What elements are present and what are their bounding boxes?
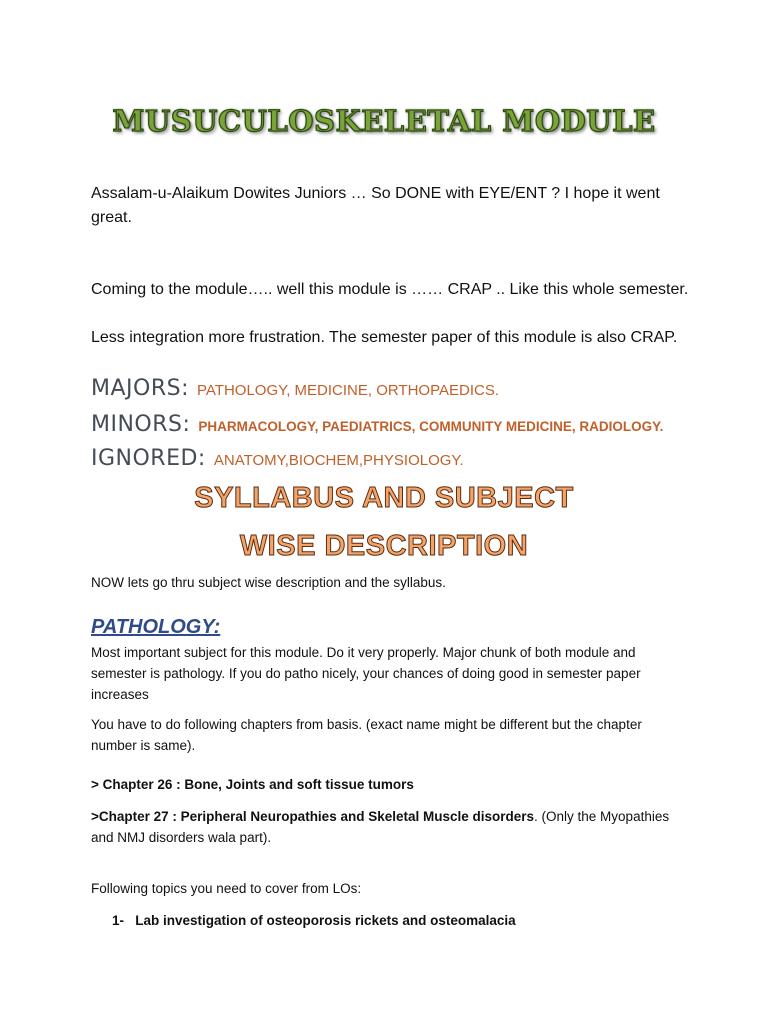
minors-row: [91, 412, 663, 437]
intro-paragraph-1: Coming to the module….. well this module is …… CRAP .. Like this whole semester.: [91, 281, 689, 298]
chapter-27: [91, 806, 691, 848]
ignored-row: [91, 446, 464, 471]
los-intro: Following topics you need to cover from LOs:: [91, 881, 362, 896]
majors-row: [91, 376, 499, 401]
chapters-intro: You have to do following chapters from basis. (exact name might be different but the chapter number is same).: [91, 717, 642, 753]
ignored-label: IGNORED:: [91, 446, 206, 471]
majors-value: PATHOLOGY, MEDICINE, ORTHOPAEDICS.: [197, 382, 499, 399]
topic-text: Lab investigation of osteoporosis rickets and osteomalacia: [135, 913, 516, 928]
chapter-27-title: >Chapter 27 : Peripheral Neuropathies and Skeletal Muscle disorders: [91, 809, 535, 824]
pathology-heading: PATHOLOGY:: [91, 616, 221, 638]
minors-label: MINORS:: [91, 412, 191, 437]
chapter-27-note: . (Only the Myopathies and NMJ disorders wala part).: [91, 809, 670, 845]
greeting-paragraph: Assalam-u-Alaikum Dowites Juniors … So DONE with EYE/ENT ? I hope it went great.: [91, 185, 660, 226]
syllabus-heading-line1: SYLLABUS AND SUBJECT: [194, 482, 574, 514]
intro-paragraph-2: Less integration more frustration. The semester paper of this module is also CRAP.: [91, 329, 678, 346]
ignored-value: ANATOMY,BIOCHEM,PHYSIOLOGY.: [213, 452, 464, 469]
document-title: MUSUCULOSKELETAL MODULE: [112, 104, 656, 138]
majors-label: MAJORS:: [91, 376, 189, 401]
syllabus-heading-line2: WISE DESCRIPTION: [239, 530, 529, 562]
topic-list-item: [112, 910, 712, 931]
minors-value: PHARMACOLOGY, PAEDIATRICS, COMMUNITY MEDICINE, RADIOLOGY.: [198, 419, 664, 434]
subject-intro: NOW lets go thru subject wise description and the syllabus.: [91, 575, 446, 590]
chapter-26: > Chapter 26 : Bone, Joints and soft tissue tumors: [91, 777, 414, 792]
topic-number: 1-: [112, 913, 125, 928]
pathology-description: Most important subject for this module. Do it very properly. Major chunk of both module and semester is pathology. If you do patho nicely, your chances of doing good in semester paper increases: [91, 645, 641, 702]
